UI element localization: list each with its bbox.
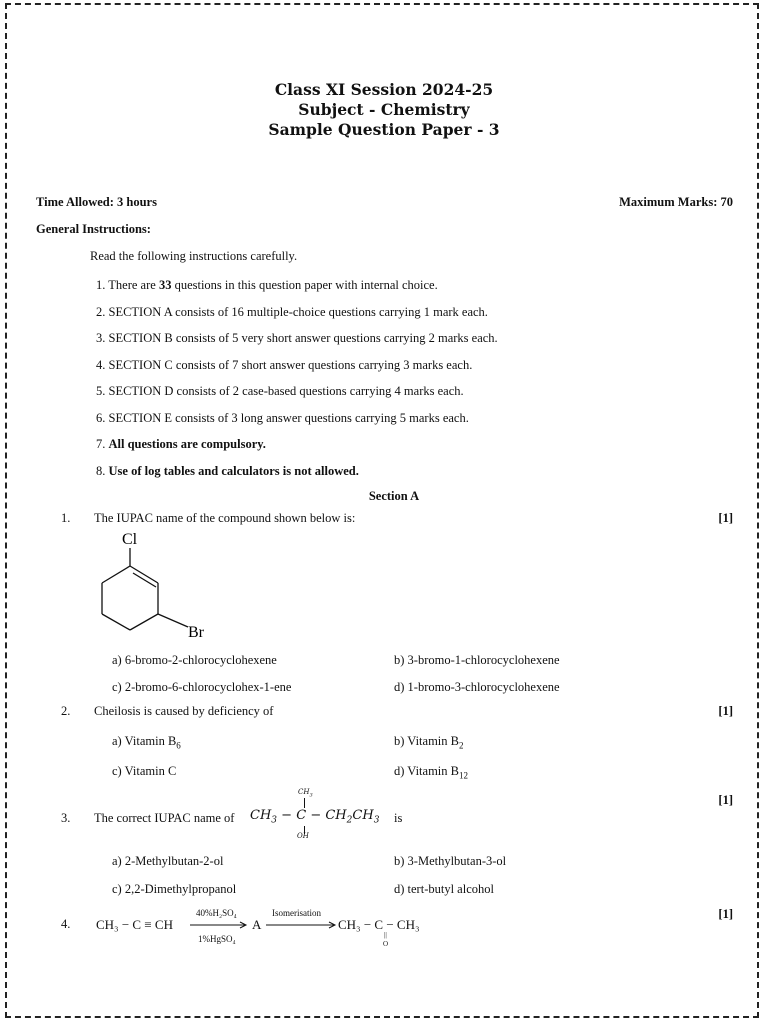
question-4-marks: [1] [718,907,733,921]
instruction-item [96,437,498,464]
instruction-text: SECTION C consists of 7 short answer questions carrying 3 marks each. [108,357,473,372]
header-subject: Subject - Chemistry [298,100,470,119]
q4-carbonyl-bond: || [384,931,387,939]
time-allowed: Time Allowed: 3 hours [36,195,157,209]
q1-option-a: a) 6-bromo-2-chlorocyclohexene [112,653,277,667]
formula-right-sub: 3 [373,815,380,826]
instruction-number: 3. [96,331,106,345]
formula-main-line [250,808,379,826]
question-3-suffix: is [394,811,403,825]
q4-product-oxygen: O [383,940,389,948]
instruction-number: 6. [96,410,106,425]
instruction-number: 7. [96,437,106,451]
q3-formula [250,788,403,843]
formula-top-group [298,788,313,798]
q2-option-a [112,734,181,751]
formula-top-text: CH [298,788,310,796]
q2-option-b-sub: 2 [459,740,464,751]
instruction-text: questions in this question paper with internal choice. [171,278,438,292]
header-class-session: Class XI Session 2024-25 [274,80,494,99]
q3-option-a: a) 2-Methylbutan-2-ol [112,854,224,868]
header-paper-title: Sample Question Paper - 3 [268,120,500,139]
q2-option-c: c) Vitamin C [112,764,177,778]
q1-option-c: c) 2-bromo-6-chlorocyclohex-1-ene [112,680,292,694]
q3-option-d: d) tert-butyl alcohol [394,882,494,896]
formula-bottom: OH [297,832,309,840]
q4-reaction [96,905,456,951]
instruction-item [96,305,498,332]
formula-dash: − [281,808,293,823]
question-2-text: Cheilosis is caused by deficiency of [94,704,274,718]
question-2-number: 2. [61,704,71,718]
question-3-marks: [1] [718,793,733,807]
formula-center: C [296,808,307,823]
instruction-text: SECTION D consists of 2 case-based questions carrying 4 marks each. [108,384,464,398]
q2-option-b [394,734,464,751]
question-4-number: 4. [61,917,71,931]
instruction-number: 4. [96,357,106,372]
question-1-marks: [1] [718,511,733,525]
formula-dash: − [310,808,322,823]
q4-step2: Isomerisation [272,908,321,918]
formula-right-mid: CH [352,808,374,823]
q4-product: CH₃ − C − CH₃ [338,917,420,932]
formula-top-sub: 3 [309,792,313,799]
instruction-bold: 33 [158,278,172,292]
question-3-text: The correct IUPAC name of [94,811,235,825]
instruction-item [96,278,498,305]
question-3-number: 3. [61,811,71,825]
q4-arrow-1 [190,921,250,929]
q2-option-d-sub: 12 [459,770,468,781]
instruction-bold: Use of log tables and calculators is not allowed. [108,463,359,478]
q4-reactant: CH₃ − C ≡ CH [96,917,173,932]
structure-cl-label: Cl [122,531,138,548]
q4-arrow-2 [266,921,338,929]
maximum-marks: Maximum Marks: 70 [619,195,733,209]
q4-reagent-top: 40%H₂SO₄ [196,908,237,918]
q4-reagent-bottom: 1%HgSO₄ [198,934,236,944]
question-1-number: 1. [61,511,71,525]
q1-option-d: d) 1-bromo-3-chlorocyclohexene [394,680,560,694]
question-2-marks: [1] [718,704,733,718]
q2-option-d-text: d) Vitamin B [394,764,459,778]
instructions-list [96,278,498,490]
instruction-item [96,384,498,411]
formula-left-sub: 3 [271,815,278,826]
structure-br-label: Br [188,624,204,641]
instruction-item [96,464,498,491]
formula-right: CH [325,808,347,823]
formula-left: CH [250,808,272,823]
instruction-text: There are [108,278,159,292]
instructions-intro: Read the following instructions carefully. [90,249,298,263]
instruction-number: 2. [96,304,106,319]
instruction-item [96,358,498,385]
formula-bond-top [304,798,305,808]
instruction-number: 5. [96,384,106,398]
q4-intermediate: A [252,917,262,932]
q2-option-d [394,764,468,781]
q1-option-b: b) 3-bromo-1-chlorocyclohexene [394,653,560,667]
instruction-item [96,331,498,358]
question-1-text: The IUPAC name of the compound shown below is: [94,511,356,525]
instruction-text: SECTION B consists of 5 very short answer questions carrying 2 marks each. [108,331,498,345]
instruction-number: 1. [96,278,106,292]
section-a-title: Section A [368,489,420,503]
q3-option-b: b) 3-Methylbutan-3-ol [394,854,507,868]
instruction-bold: All questions are compulsory. [108,437,266,451]
q2-option-a-text: a) Vitamin B [112,734,177,748]
instruction-text: SECTION E consists of 3 long answer questions carrying 5 marks each. [108,410,469,425]
q3-option-c: c) 2,2-Dimethylpropanol [112,882,237,896]
general-instructions-heading: General Instructions: [36,222,151,236]
instruction-number: 8. [96,463,106,478]
q2-option-a-sub: 6 [176,740,181,751]
q1-structure-diagram [90,528,220,643]
instruction-text: SECTION A consists of 16 multiple-choice questions carrying 1 mark each. [108,304,488,319]
q2-option-b-text: b) Vitamin B [394,734,459,748]
instruction-item [96,411,498,438]
formula-right-sub: 2 [346,815,353,826]
